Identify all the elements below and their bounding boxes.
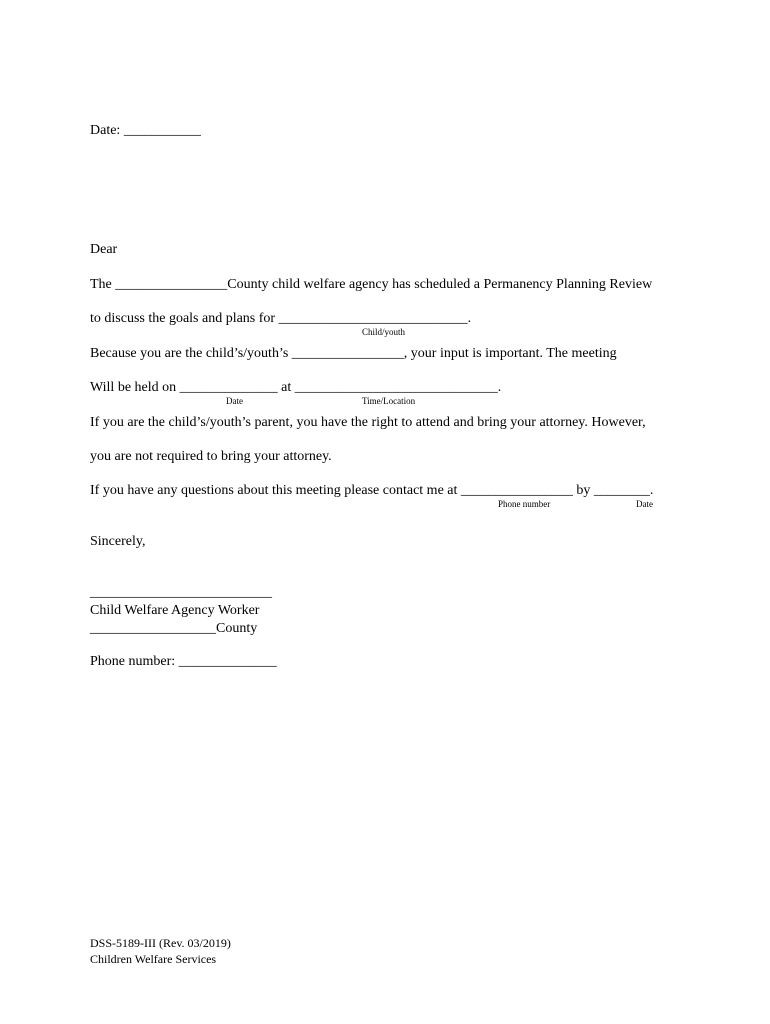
paragraph-2-line-2: Will be held on ______________ at _____________________________. bbox=[90, 380, 502, 395]
paragraph-4-line-1: If you have any questions about this meeting please contact me at ________________ by ________. bbox=[90, 483, 654, 498]
paragraph-3-line-2: you are not required to bring your attorney. bbox=[90, 449, 332, 464]
paragraph-1-line-2: to discuss the goals and plans for ___________________________. bbox=[90, 311, 472, 326]
paragraph-1-line-1: The ________________County child welfare agency has scheduled a Permanency Planning Review bbox=[90, 277, 653, 292]
caption-date: Date bbox=[636, 499, 653, 509]
salutation: Dear bbox=[90, 242, 118, 257]
department-name: Children Welfare Services bbox=[90, 952, 217, 966]
signature-title: Child Welfare Agency Worker bbox=[90, 603, 260, 618]
paragraph-3-line-1: If you are the child’s/youth’s parent, you have the right to attend and bring your attorney. However, bbox=[90, 415, 646, 430]
phone-number-line: Phone number: ______________ bbox=[90, 654, 277, 669]
caption-time-location: Time/Location bbox=[362, 396, 416, 406]
caption-child-youth: Child/youth bbox=[362, 327, 406, 337]
paragraph-2-line-1: Because you are the child’s/youth’s ________________, your input is important. The meeting bbox=[90, 346, 617, 361]
form-number: DSS-5189-III (Rev. 03/2019) bbox=[90, 936, 231, 950]
caption-phone-number: Phone number bbox=[498, 499, 551, 509]
signature-blank: __________________________ bbox=[90, 585, 272, 600]
closing: Sincerely, bbox=[90, 534, 146, 549]
date-line: Date: ___________ bbox=[90, 123, 201, 138]
caption-date: Date bbox=[226, 396, 243, 406]
signature-county: __________________County bbox=[90, 621, 258, 636]
